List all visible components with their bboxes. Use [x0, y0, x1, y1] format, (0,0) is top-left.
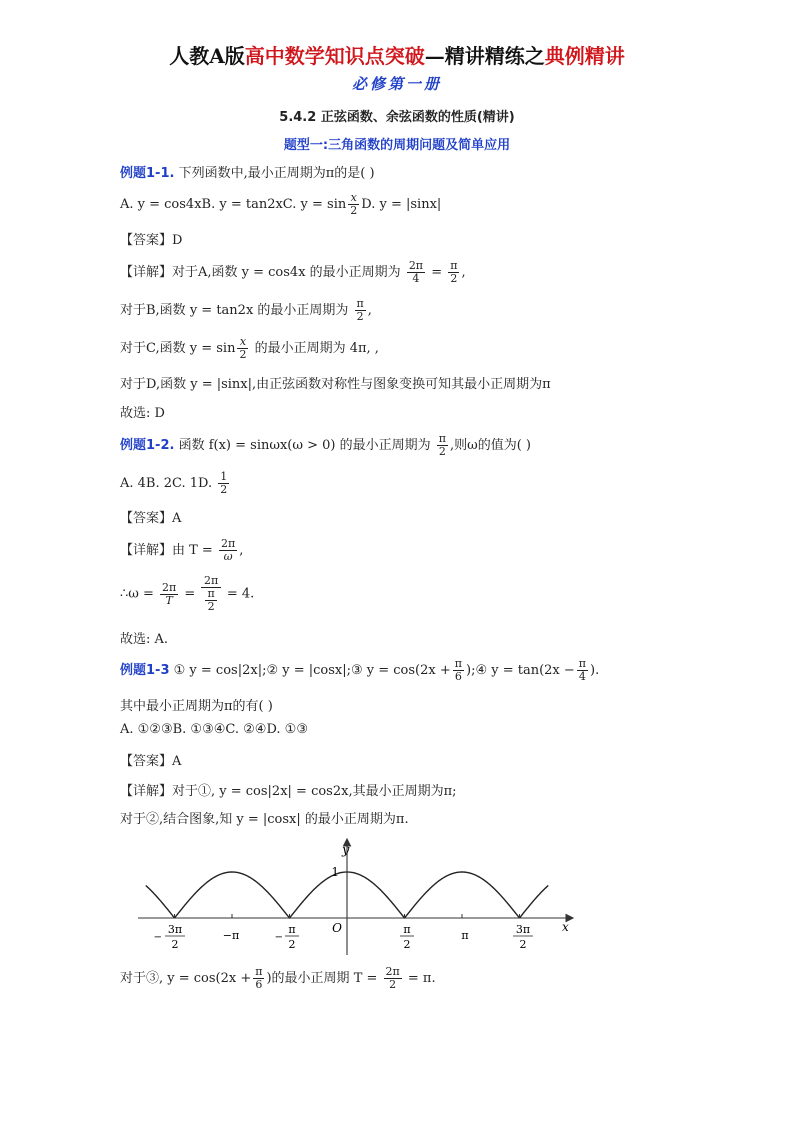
- document-subtitle: 必修第一册: [351, 75, 442, 93]
- ex1-question: [120, 162, 375, 181]
- ex3-question: 其中最小正周期为π的有( ): [120, 699, 273, 714]
- equals-sign: =: [184, 586, 196, 602]
- frac-pi-over-2: [355, 298, 366, 323]
- ex2-options-text: A. 4B. 2C. 1D.: [120, 476, 213, 491]
- ex1-detail-b: [120, 298, 372, 323]
- result-text: = 4.: [226, 586, 255, 602]
- frac-den: 2: [389, 978, 397, 991]
- frac-2pi-over-2: [384, 966, 402, 991]
- frac-num: π: [578, 657, 587, 670]
- abs-cos-graph: [130, 835, 590, 960]
- tick-label-den: 2: [288, 938, 296, 951]
- tick-label-den: 2: [403, 938, 411, 951]
- frac-2pi-over-pi-half: [201, 575, 220, 613]
- frac-pi-over-4: [577, 658, 588, 683]
- ex3-label: 例题1-3: [120, 663, 170, 678]
- frac-den: 2: [438, 445, 446, 458]
- frac-pi-over-2: [437, 433, 448, 458]
- frac-den: 2: [220, 483, 228, 496]
- frac-pi-over-6: [253, 966, 264, 991]
- detail-text: 对于B,函数 y = tan2x 的最小正周期为: [120, 303, 349, 318]
- tick-label-3pi-2-num: 3π: [515, 923, 531, 936]
- frac-den: 4: [578, 670, 586, 683]
- ex1-detail-d: 对于D,函数 y = |sinx|,由正弦函数对称性与图象变换可知其最小正周期为π: [120, 377, 551, 392]
- y-axis-label: y: [342, 843, 350, 858]
- tick-label-neg-pi: −π: [222, 929, 240, 942]
- origin-label: O: [332, 921, 342, 935]
- ex2-question-text-end: ,则ω的值为( ): [449, 438, 531, 453]
- ex3-functions: [120, 658, 599, 683]
- frac-2pi-over-4: [407, 260, 425, 285]
- ex2-answer: 【答案】A: [120, 511, 182, 526]
- ex2-choose: 故选: A.: [120, 632, 169, 647]
- frac-1-over-2: [218, 471, 229, 496]
- ex1-detail-c: [120, 336, 379, 361]
- tick-label-pi-2-num: π: [403, 923, 411, 936]
- ex2-question-text: 函数 f(x) = sinωx(ω > 0) 的最小正周期为: [178, 438, 431, 453]
- frac-den: 2: [207, 600, 215, 613]
- detail-text-end: = π.: [407, 971, 436, 986]
- ex2-label: 例题1-2.: [120, 438, 175, 453]
- ex1-answer: 【答案】D: [120, 233, 183, 248]
- ex2-question: [120, 433, 531, 458]
- frac-num: π: [207, 587, 215, 600]
- detail-text: 【详解】由 T =: [120, 543, 213, 558]
- detail-text-mid: )的最小正周期 T =: [266, 971, 378, 986]
- ex1-question-text: 下列函数中,最小正周期为π的是( ): [178, 166, 375, 181]
- frac-num: 2π: [408, 259, 424, 272]
- frac-den: ω: [223, 550, 233, 563]
- detail-text: 的最小正周期为 4π, ,: [254, 341, 379, 356]
- frac-num: 2π: [162, 580, 177, 594]
- frac-den: 4: [412, 272, 420, 285]
- ex1-options-text: A. y = cos4xB. y = tan2xC. y = sin: [120, 197, 347, 212]
- frac-num: π: [356, 297, 364, 310]
- detail-text: 对于③, y = cos(2x +: [120, 971, 252, 986]
- section-heading: 5.4.2 正弦函数、余弦函数的性质(精讲): [279, 110, 515, 125]
- tick-label-minus: −: [274, 932, 283, 943]
- title-part-2: 高中数学知识点突破: [244, 44, 425, 68]
- comma: ,: [239, 543, 244, 558]
- detail-text: 【详解】对于A,函数 y = cos4x 的最小正周期为: [120, 265, 401, 280]
- ex1-option-d: D. y = |sinx|: [361, 197, 442, 212]
- tick-label-neg-3pi-2-num: 3π: [167, 923, 183, 936]
- frac-num: π: [450, 259, 458, 272]
- frac-x-over-2: [237, 336, 248, 361]
- ex1-frac-x-over-2: [348, 192, 359, 217]
- tick-label-minus: −: [153, 932, 162, 943]
- x-axis-label: x: [562, 920, 569, 934]
- ex2-options: [120, 471, 231, 496]
- ex1-choose: 故选: D: [120, 406, 165, 421]
- ex3-functions-text: ① y = cos|2x|;② y = |cosx|;③ y = cos(2x +: [173, 663, 451, 678]
- ex3-options: A. ①②③B. ①③④C. ②④D. ①③: [120, 722, 308, 737]
- frac-pi-over-2: [448, 260, 459, 285]
- frac-num: π: [454, 657, 462, 670]
- frac-den: 2: [356, 310, 364, 323]
- tick-label-neg-pi-2-num: π: [288, 923, 296, 936]
- y-tick-label-1: 1: [331, 865, 339, 879]
- ex1-label: 例题1-1.: [120, 166, 175, 181]
- frac-pi-over-6: [453, 658, 464, 683]
- detail-text: ∴ω =: [120, 586, 154, 602]
- equals-sign: =: [431, 265, 443, 280]
- frac-2pi-over-omega: [219, 538, 237, 563]
- frac-num: 2π: [220, 537, 236, 550]
- frac-den: 2: [350, 204, 358, 217]
- frac-den: 6: [255, 978, 263, 991]
- comma: ,: [461, 265, 466, 280]
- ex3-answer: 【答案】A: [120, 754, 182, 769]
- frac-num: π: [255, 965, 263, 978]
- frac-2pi-over-T: [160, 582, 178, 607]
- tick-label-pi: π: [461, 929, 469, 942]
- frac-num: x: [237, 336, 248, 349]
- frac-den: T: [165, 593, 173, 607]
- frac-num: 2π: [385, 965, 400, 978]
- frac-num: x: [348, 192, 359, 205]
- tick-label-den: 2: [171, 938, 179, 951]
- ex3-detail-2: 对于②,结合图象,知 y = |cosx| 的最小正周期为π.: [120, 812, 409, 827]
- ex3-functions-text-mid: );④ y = tan(2x −: [466, 663, 575, 678]
- tick-label-den: 2: [519, 938, 527, 951]
- nested-frac-pi-over-2: [205, 588, 216, 613]
- ex1-options: [120, 192, 441, 217]
- frac-num: 2π: [201, 575, 220, 588]
- frac-den: 2: [239, 348, 247, 361]
- comma: ,: [367, 303, 372, 318]
- title-part-4: 典例精讲: [544, 44, 625, 68]
- title-part-3: —精讲精练之: [424, 44, 545, 68]
- ex2-detail-2: [120, 575, 254, 613]
- frac-num: 1: [220, 470, 228, 483]
- ex3-detail-1: 【详解】对于①, y = cos|2x| = cos2x,其最小正周期为π;: [120, 784, 457, 799]
- question-type-heading: 题型一:三角函数的周期问题及简单应用: [283, 138, 511, 153]
- frac-den: [201, 588, 220, 613]
- frac-num: π: [438, 432, 446, 445]
- ex1-detail-a: [120, 260, 466, 285]
- ex2-detail-1: [120, 538, 243, 563]
- ex3-detail-3: [120, 966, 436, 991]
- frac-den: 2: [450, 272, 458, 285]
- frac-den: 6: [454, 670, 462, 683]
- document-title: [0, 40, 794, 69]
- title-part-1: 人教A版: [169, 44, 245, 68]
- ex3-functions-text-end: ).: [590, 663, 600, 678]
- detail-text: 对于C,函数 y = sin: [120, 341, 236, 356]
